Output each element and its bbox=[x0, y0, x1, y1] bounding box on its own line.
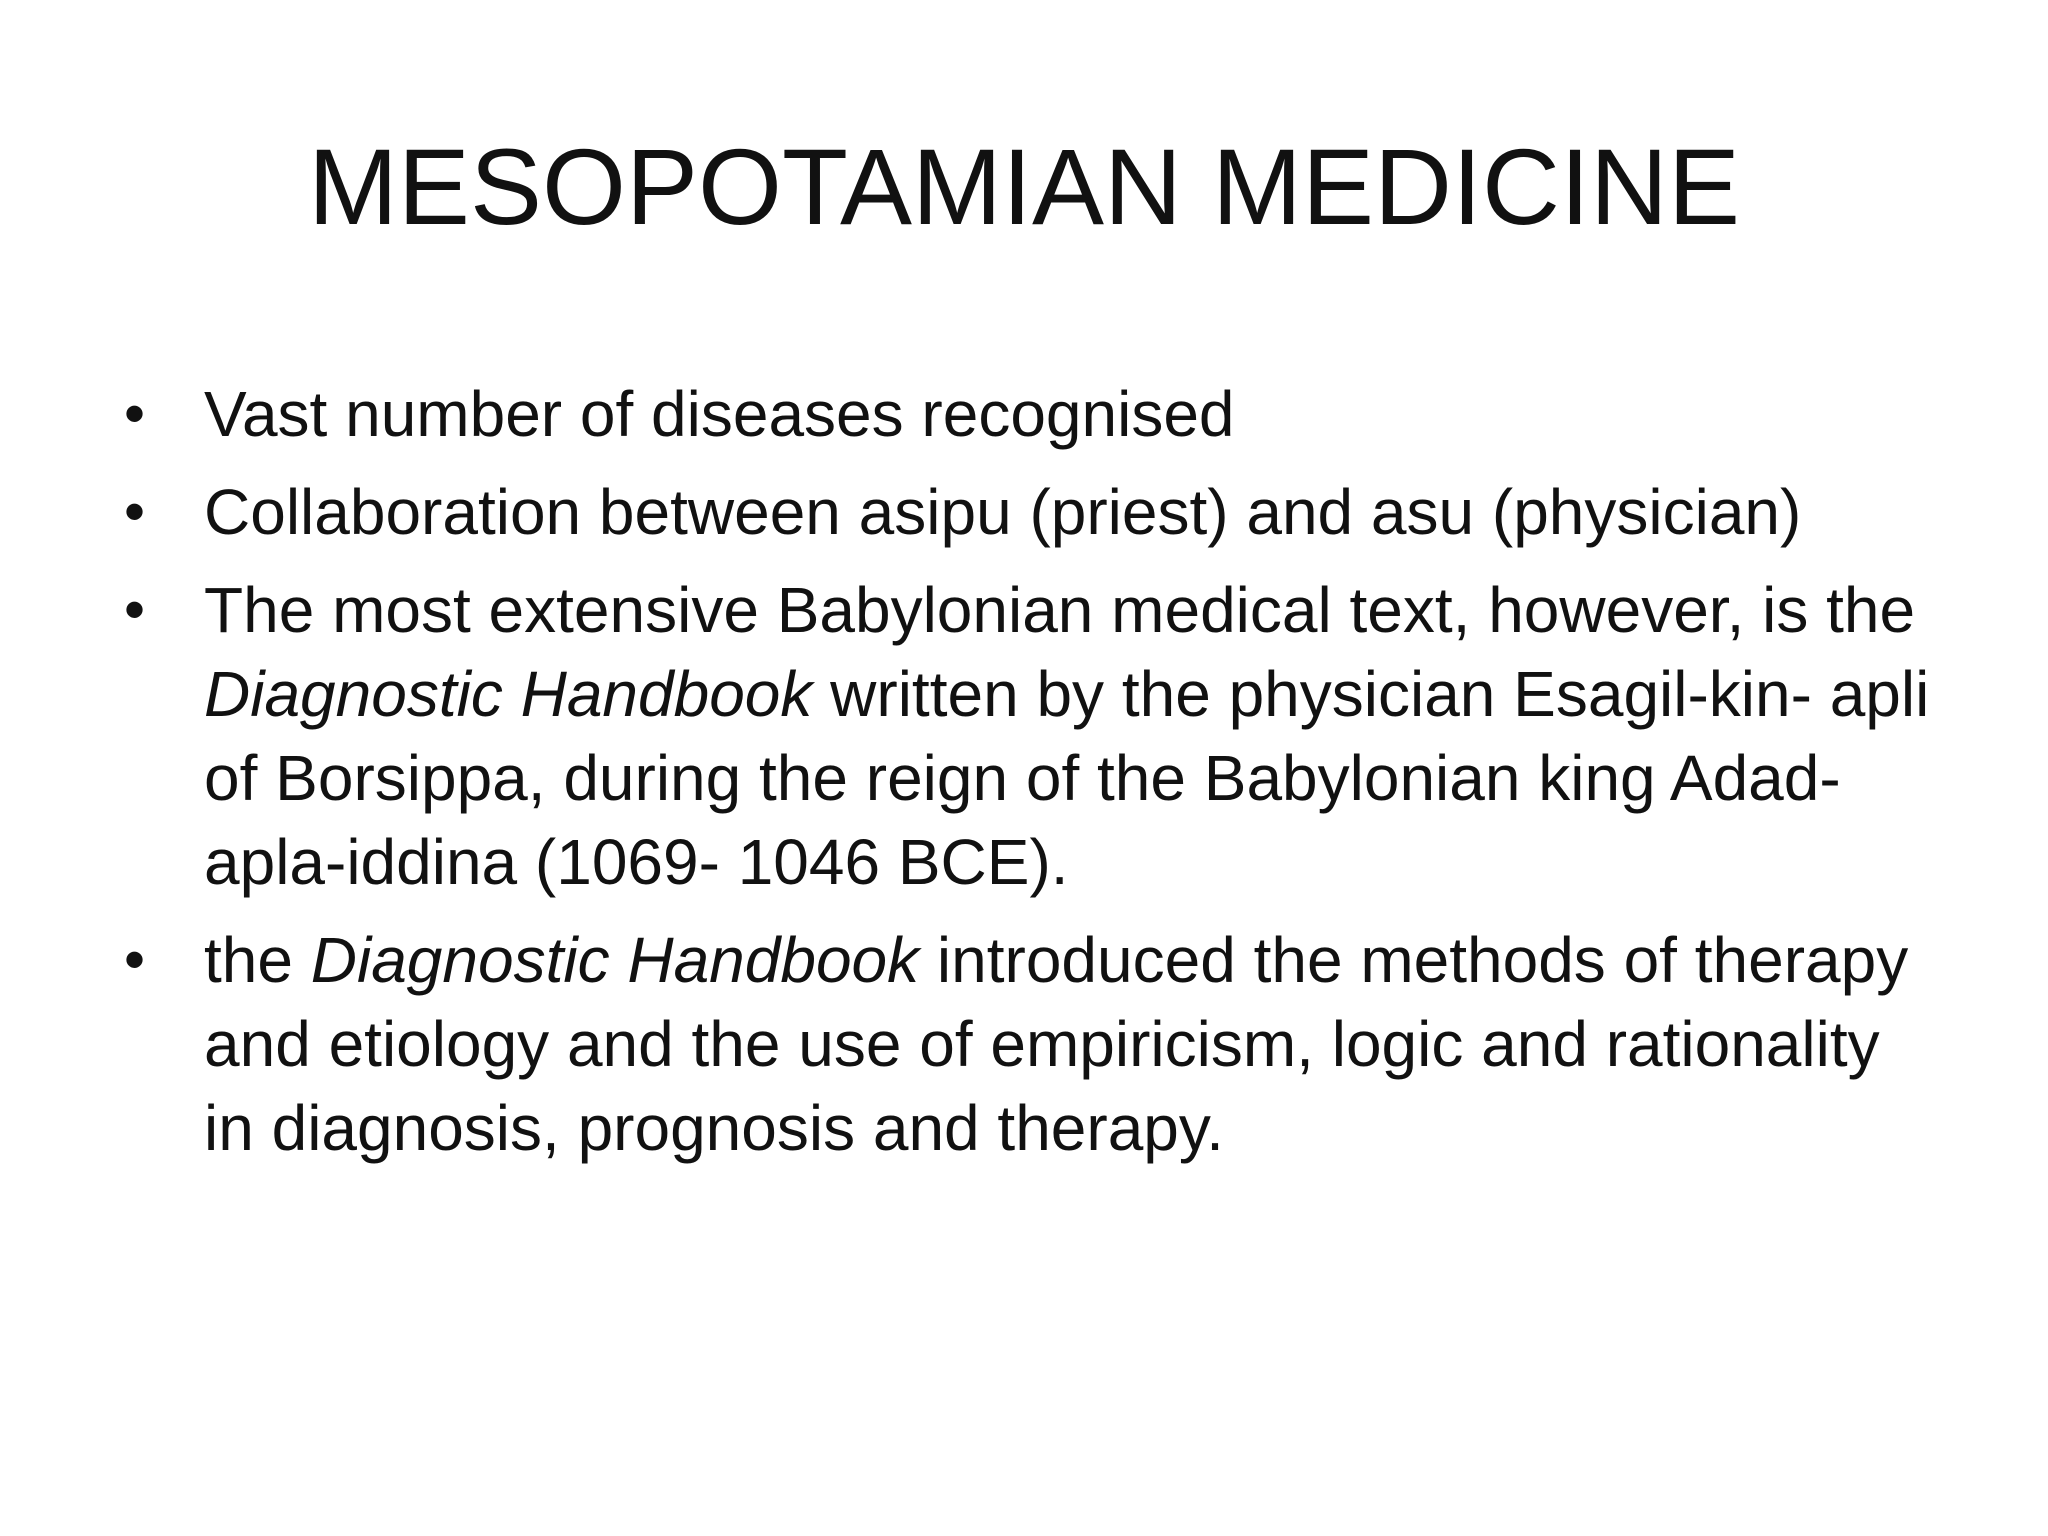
bullet-marker-icon: • bbox=[124, 576, 146, 643]
bullet-text-segment: the bbox=[204, 924, 311, 996]
bullet-item bbox=[124, 568, 1944, 904]
bullet-text bbox=[204, 924, 1908, 1164]
bullet-list bbox=[124, 372, 1944, 1184]
bullet-text-segment: Vast number of diseases recognised bbox=[204, 378, 1235, 450]
bullet-text bbox=[204, 378, 1235, 450]
bullet-text-segment: introduced the methods of therapy and etiology and the use of empiricism, logic and rationality in diagnosis, prognosis and therapy. bbox=[204, 924, 1909, 1164]
slide-title: MESOPOTAMIAN MEDICINE bbox=[307, 126, 1741, 247]
bullet-text-segment: written by the physician Esagil-kin- apli of Borsippa, during the reign of the Babylonian king Adad-apla-iddina (1069- 1046 BCE). bbox=[204, 658, 1930, 898]
book-title: Diagnostic Handbook bbox=[204, 658, 813, 730]
bullet-item bbox=[124, 918, 1944, 1170]
bullet-text bbox=[204, 476, 1801, 548]
bullet-marker-icon: • bbox=[124, 926, 146, 993]
bullet-text-segment: Collaboration between asipu (priest) and asu (physician) bbox=[204, 476, 1802, 548]
bullet-marker-icon: • bbox=[124, 380, 146, 447]
bullet-marker-icon: • bbox=[124, 478, 146, 545]
bullet-item bbox=[124, 470, 1944, 554]
book-title: Diagnostic Handbook bbox=[310, 924, 920, 996]
bullet-text bbox=[204, 574, 1929, 898]
bullet-item bbox=[124, 372, 1944, 456]
bullet-text-segment: The most extensive Babylonian medical text, however, is the bbox=[204, 574, 1916, 646]
